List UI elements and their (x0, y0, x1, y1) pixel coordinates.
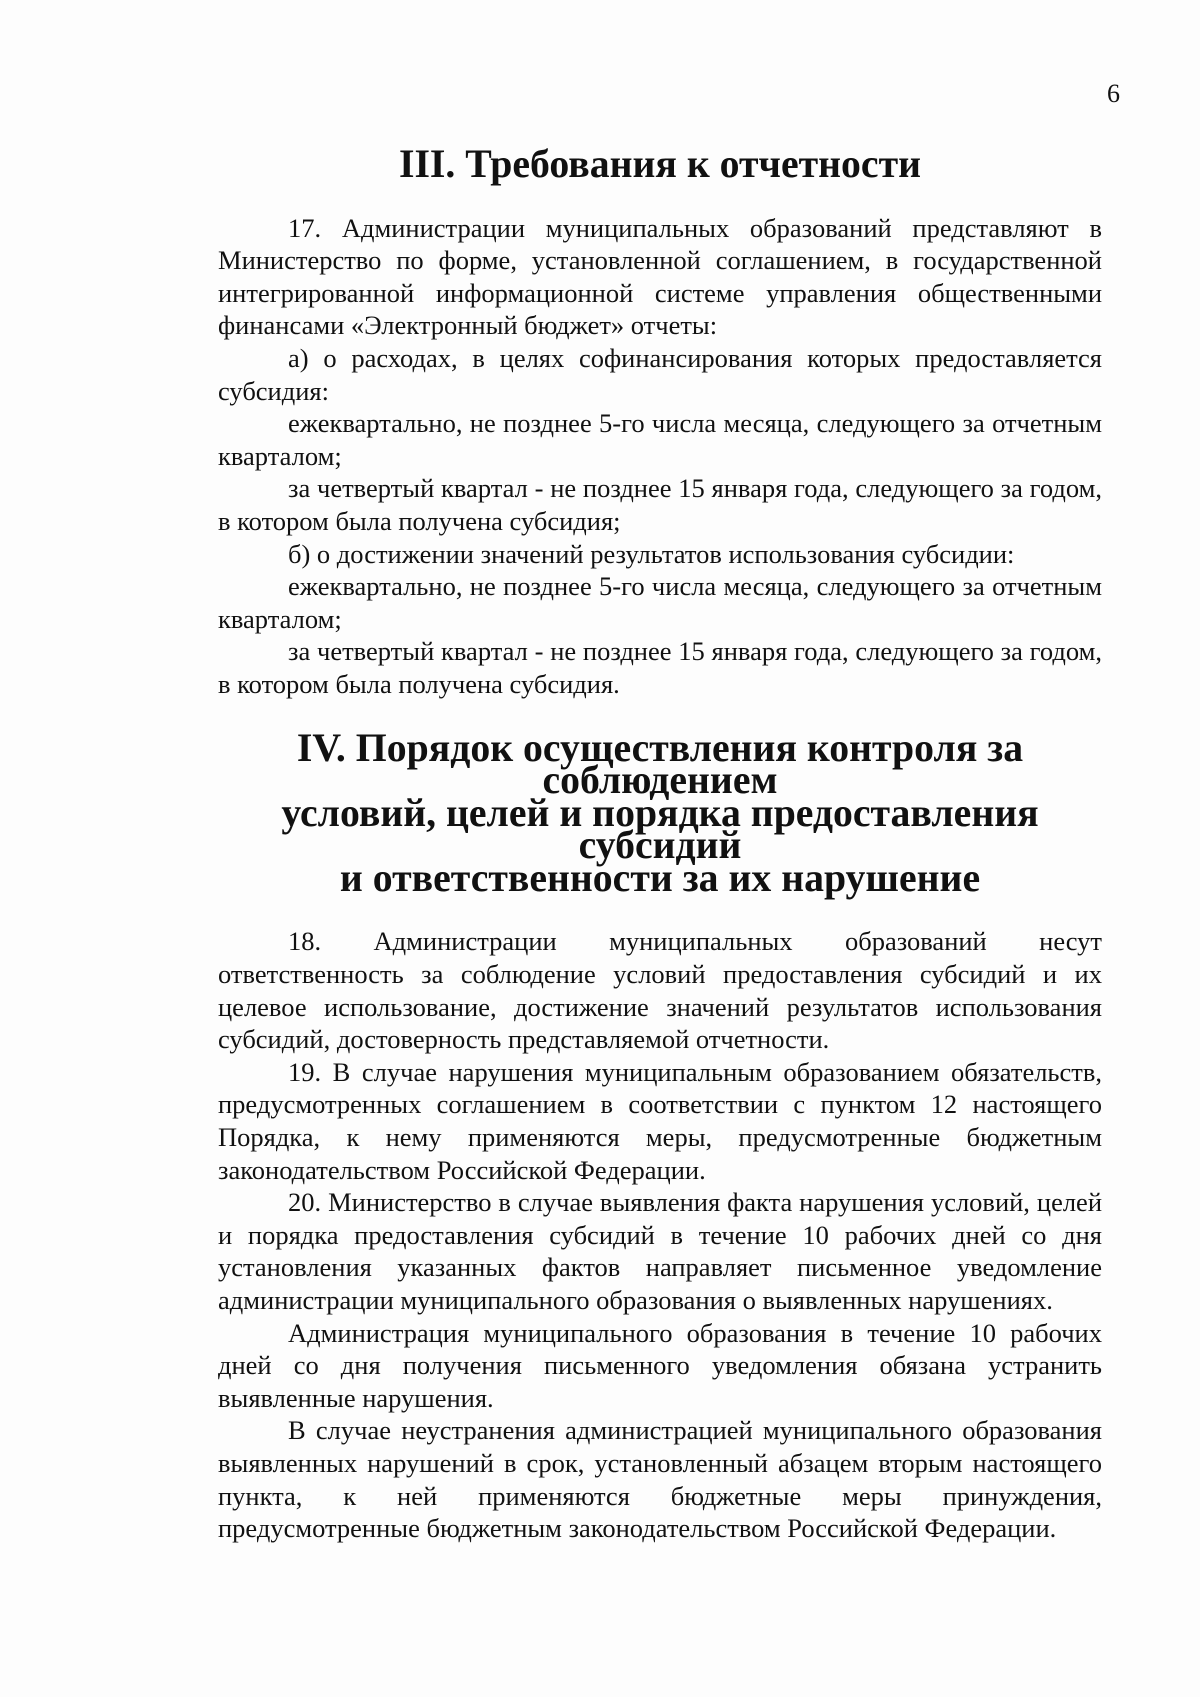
section-4-paragraph: В случае неустранения администрацией муниципального образования выявленных нарушений в срок, установленный абзацем вторым настоящего пункта, к ней применяются бюджетные меры принуждения, предусмотренные бюджетным законодательством Российской Федерации. (218, 1415, 1102, 1544)
section-3-paragraph: за четвертый квартал - не позднее 15 января года, следующего за годом, в котором была получена субсидия; (218, 473, 1102, 536)
section-4-title (218, 725, 1102, 900)
section-4-title-line: IV. Порядок осуществления контроля за соблюдением (296, 725, 1024, 803)
section-4-paragraph: 18. Администрации муниципальных образований несут ответственность за соблюдение условий предоставления субсидий и их целевое использование, достижение значений результатов использования субсидий, достоверность представляемой отчетности. (218, 926, 1102, 1055)
section-4-paragraph: Администрация муниципального образования в течение 10 рабочих дней со дня получения письменного уведомления обязана устранить выявленные нарушения. (218, 1317, 1102, 1413)
section-3-paragraph: ежеквартально, не позднее 5-го числа месяца, следующего за отчетным кварталом; (218, 408, 1102, 471)
section-3-title: III. Требования к отчетности (398, 142, 921, 186)
section-3-paragraph: ежеквартально, не позднее 5-го числа месяца, следующего за отчетным кварталом; (218, 571, 1102, 634)
section-4-paragraph: 19. В случае нарушения муниципальным образованием обязательств, предусмотренных соглашением в соответствии с пунктом 12 настоящего Порядка, к нему применяются меры, предусмотренные бюджетным законодательством Российской Федерации. (218, 1056, 1102, 1185)
page-number: 6 (1107, 79, 1120, 108)
section-3-paragraph: а) о расходах, в целях софинансирования которых предоставляется субсидия: (218, 342, 1102, 406)
section-3-paragraph: за четвертый квартал - не позднее 15 января года, следующего за годом, в котором была получена субсидия. (218, 636, 1102, 699)
section-4-title-line: условий, целей и порядка предоставления субсидий (281, 790, 1039, 868)
section-4-paragraph: 20. Министерство в случае выявления факта нарушения условий, целей и порядка предоставления субсидий в течение 10 рабочих дней со дня установления указанных фактов направляет письменное уведомление администрации муниципального образования о выявленных нарушениях. (218, 1187, 1102, 1315)
document-body (218, 142, 1102, 1545)
section-4-title-line: и ответственности за их нарушение (339, 855, 981, 900)
section-3-paragraph: 17. Администрации муниципальных образований представляют в Министерство по форме, установленной соглашением, в государственной интегрированной информационной системе управления общественными финансами «Электронный бюджет» отчеты: (218, 212, 1102, 341)
section-3-paragraph: б) о достижении значений результатов использования субсидии: (288, 538, 1015, 569)
